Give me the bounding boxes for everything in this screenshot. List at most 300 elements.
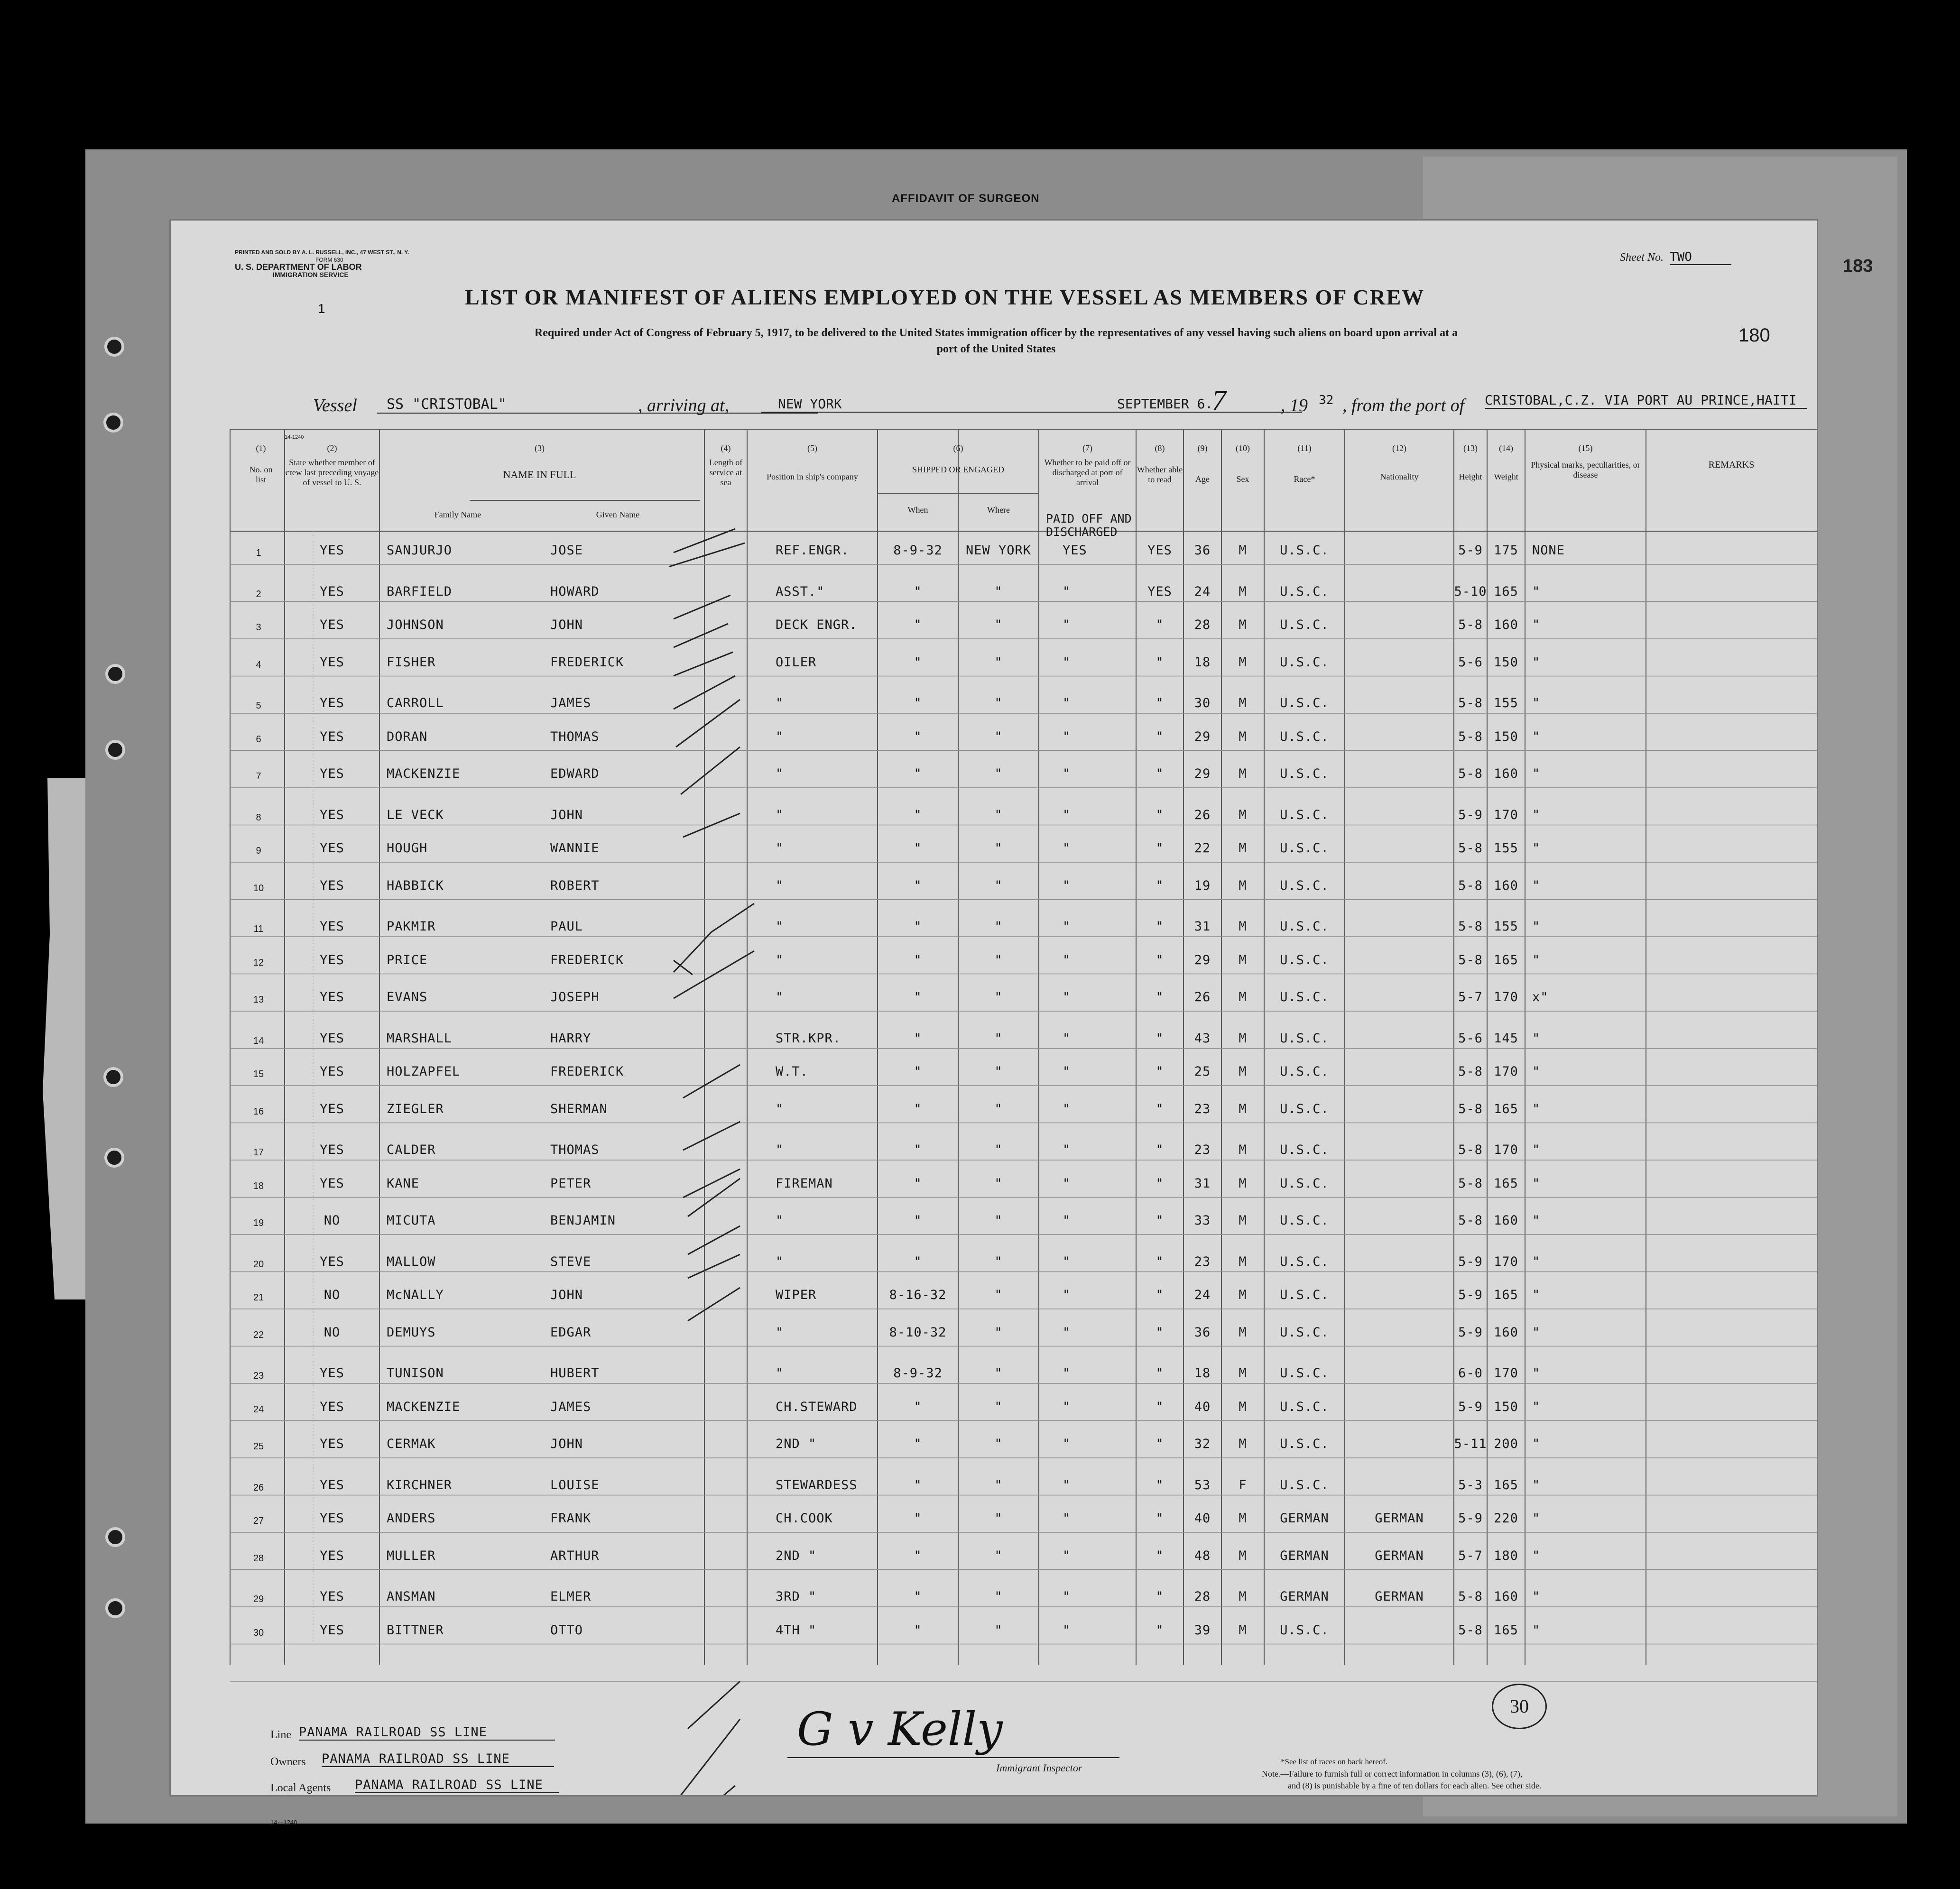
cell-read: YES [1147,543,1172,558]
cell-age: 32 [1194,1437,1211,1451]
cell-read: " [1156,1511,1164,1526]
cell-when: 8-9-32 [893,543,943,558]
cell-family: MULLER [387,1548,436,1563]
cell-position: " [776,766,784,781]
cell-position: 3RD " [776,1589,817,1604]
cell-race: U.S.C. [1280,696,1329,710]
cell-given: HUBERT [550,1366,600,1381]
cell-read: " [1156,952,1164,968]
cell-age: 36 [1194,543,1211,558]
cell-given: JAMES [550,696,592,710]
binder-hole [103,1067,123,1087]
cell-height: 5-9 [1458,1288,1483,1302]
cell-prev: YES [320,990,344,1004]
cell-paid: " [1063,1143,1071,1157]
cell-no: 25 [253,1441,264,1452]
cell-race: U.S.C. [1280,1477,1329,1493]
cell-race: U.S.C. [1280,878,1329,893]
cell-paid: " [1063,990,1071,1004]
cell-position: " [776,841,784,856]
cell-age: 18 [1194,654,1211,670]
cell-where: " [994,952,1003,968]
cell-given: BENJAMIN [550,1213,616,1228]
cell-where: " [994,696,1003,710]
cell-when: " [914,617,922,632]
cell-when: " [914,1064,922,1079]
cell-family: KIRCHNER [387,1477,453,1493]
cell-age: 26 [1194,807,1211,822]
cell-prev: YES [320,841,344,856]
cell-no: 19 [253,1218,264,1228]
col-family-header: Family Name [434,510,481,519]
cell-paid: " [1063,1511,1071,1526]
cell-family: BARFIELD [387,584,453,599]
cell-race: U.S.C. [1280,766,1329,781]
cell-height: 5-9 [1458,1399,1483,1414]
cell-paid: " [1063,1622,1071,1638]
cell-when: " [914,919,922,934]
affidavit-title: AFFIDAVIT OF SURGEON [892,192,1040,205]
cell-given: FRANK [550,1511,592,1526]
cell-position: " [776,919,784,934]
cell-when: " [914,1399,922,1414]
cell-position: FIREMAN [776,1176,833,1191]
cell-given: ARTHUR [550,1548,600,1563]
cell-weight: 160 [1494,1589,1518,1604]
cell-sex: M [1239,696,1247,710]
cell-where: " [994,1101,1003,1116]
cell-height: 5-8 [1458,1064,1483,1079]
binder-hole [105,1598,125,1618]
binder-hole [104,337,124,357]
cell-age: 23 [1194,1254,1211,1269]
cell-position: " [776,1213,784,1228]
cell-weight: 160 [1494,1213,1518,1228]
col-weight-number: (14) [1499,443,1513,453]
cell-position: CH.COOK [776,1511,833,1526]
col-no-header: No. on list [249,465,273,484]
cell-where: " [994,1366,1003,1381]
cell-no: 20 [253,1259,264,1270]
cell-marks: " [1532,1213,1541,1228]
col-paid-header: Whether to be paid off or discharged at port of arrival [1044,458,1131,487]
cell-sex: M [1239,1254,1247,1269]
cell-read: " [1156,1622,1164,1638]
cell-race: U.S.C. [1280,1031,1329,1046]
cell-where: " [994,1213,1003,1228]
port-label: , from the port of [1342,396,1465,415]
cell-race: U.S.C. [1280,617,1329,632]
cell-height: 6-0 [1458,1366,1483,1381]
cell-weight: 150 [1494,729,1518,744]
cell-sex: M [1239,1288,1247,1302]
cell-when: " [914,1254,922,1269]
cell-age: 40 [1194,1399,1211,1414]
cell-given: ELMER [550,1589,592,1604]
cell-race: U.S.C. [1280,952,1329,968]
cell-family: MARSHALL [387,1031,453,1046]
cell-nationality: GERMAN [1375,1589,1424,1604]
page-title: LIST OR MANIFEST OF ALIENS EMPLOYED ON THE VESSEL AS MEMBERS OF CREW [465,285,1425,309]
cell-given: THOMAS [550,1143,600,1157]
cell-when: " [914,1511,922,1526]
cell-position: DECK ENGR. [776,617,858,632]
cell-read: " [1156,654,1164,670]
cell-family: LE VECK [387,807,444,822]
cell-prev: YES [320,1477,344,1493]
cell-given: FREDERICK [550,654,624,670]
cell-where: " [994,1399,1003,1414]
cell-read: YES [1147,584,1172,599]
cell-no: 30 [253,1627,264,1638]
cell-height: 5-8 [1458,1176,1483,1191]
cell-race: U.S.C. [1280,990,1329,1004]
cell-where: " [994,654,1003,670]
cell-paid: " [1063,919,1071,934]
cell-paid: " [1063,1176,1071,1191]
cell-sex: M [1239,990,1247,1004]
cell-when: " [914,696,922,710]
cell-no: 17 [253,1147,264,1158]
cell-family: TUNISON [387,1366,444,1381]
cell-where: " [994,766,1003,781]
col-race-header: Race* [1294,474,1315,484]
cell-no: 15 [253,1069,264,1079]
cell-family: CARROLL [387,696,444,710]
cell-sex: M [1239,841,1247,856]
col-sex-number: (10) [1236,443,1250,453]
col-prev-number: (2) [327,443,337,453]
cell-prev: YES [320,1101,344,1116]
cell-paid: " [1063,878,1071,893]
cell-given: EDWARD [550,766,600,781]
departure-port: CRISTOBAL,C.Z. VIA PORT AU PRINCE,HAITI [1485,392,1807,409]
cell-age: 29 [1194,729,1211,744]
cell-when: " [914,1143,922,1157]
cell-family: KANE [387,1176,420,1191]
page-number: 180 [1738,325,1770,346]
cell-race: U.S.C. [1280,1366,1329,1381]
cell-marks: " [1532,654,1541,670]
cell-height: 5-8 [1458,878,1483,893]
col-nationality-number: (12) [1392,443,1406,453]
cell-position: OILER [776,654,817,670]
cell-no: 2 [256,589,261,599]
cell-sex: M [1239,543,1247,558]
cell-height: 5-8 [1458,1589,1483,1604]
race-note: *See list of races on back hereof. [1281,1757,1388,1766]
cell-marks: NONE [1532,543,1565,558]
cell-read: " [1156,919,1164,934]
cell-height: 5-8 [1458,1143,1483,1157]
cell-paid: " [1063,1101,1071,1116]
cell-prev: YES [320,729,344,744]
cell-when: " [914,841,922,856]
cell-weight: 160 [1494,878,1518,893]
form-number: FORM 630 [315,257,343,263]
cell-no: 24 [253,1404,264,1415]
cell-marks: " [1532,841,1541,856]
cell-paid: " [1063,766,1071,781]
cell-sex: M [1239,1213,1247,1228]
cell-marks: " [1532,617,1541,632]
cell-no: 28 [253,1553,264,1564]
binder-hole [105,664,125,684]
cell-marks: " [1532,807,1541,822]
cell-weight: 170 [1494,1143,1518,1157]
cell-marks: " [1532,584,1541,599]
cell-sex: M [1239,1031,1247,1046]
cell-when: " [914,1622,922,1638]
cell-marks: " [1532,696,1541,710]
cell-given: THOMAS [550,729,600,744]
col-age-number: (9) [1197,443,1208,453]
col-age-header: Age [1195,474,1210,484]
cell-prev: YES [320,1254,344,1269]
col-when-header: When [907,505,928,515]
cell-race: U.S.C. [1280,1288,1329,1302]
cell-no: 29 [253,1594,264,1604]
agents-label: Local Agents [270,1782,331,1794]
cell-prev: NO [324,1213,341,1228]
cell-height: 5-7 [1458,1548,1483,1563]
cell-race: U.S.C. [1280,1325,1329,1340]
cell-where: " [994,1548,1003,1563]
cell-read: " [1156,1437,1164,1451]
cell-paid: " [1063,584,1071,599]
back-page-number: 183 [1843,256,1873,276]
cell-position: " [776,1325,784,1340]
cell-position: CH.STEWARD [776,1399,858,1414]
cell-no: 8 [256,812,261,823]
cell-age: 29 [1194,766,1211,781]
cell-read: " [1156,1031,1164,1046]
torn-paper-flap [38,778,85,1299]
cell-family: DEMUYS [387,1325,436,1340]
cell-read: " [1156,1288,1164,1302]
cell-sex: M [1239,617,1247,632]
col-nationality-header: Nationality [1380,472,1419,481]
cell-weight: 150 [1494,1399,1518,1414]
cell-age: 31 [1194,1176,1211,1191]
cell-when: 8-9-32 [893,1366,943,1381]
cell-family: MICUTA [387,1213,436,1228]
cell-prev: YES [320,766,344,781]
cell-where: " [994,1511,1003,1526]
cell-age: 36 [1194,1325,1211,1340]
cell-height: 5-8 [1458,1101,1483,1116]
cell-position: WIPER [776,1288,817,1302]
cell-weight: 155 [1494,696,1518,710]
cell-marks: " [1532,1548,1541,1563]
cell-given: WANNIE [550,841,600,856]
arrival-date: SEPTEMBER 6. [1103,396,1302,413]
cell-marks: " [1532,729,1541,744]
cell-marks: " [1532,919,1541,934]
cell-position: " [776,878,784,893]
arriving-label: , arriving at, [638,396,730,415]
cell-paid: " [1063,1437,1071,1451]
cell-sex: M [1239,919,1247,934]
cell-sex: M [1239,584,1247,599]
col-shipped-number: (6) [953,443,963,453]
cell-race: GERMAN [1280,1589,1329,1604]
manifest-sheet [171,221,1817,1826]
cell-height: 5-10 [1454,584,1487,599]
col-name-number: (3) [535,443,545,453]
cell-marks: " [1532,952,1541,968]
cell-family: CALDER [387,1143,436,1157]
agents-value: PANAMA RAILROAD SS LINE [355,1778,559,1793]
cell-age: 25 [1194,1064,1211,1079]
footer-form-code: 14—1240 [270,1819,297,1826]
cell-height: 5-9 [1458,807,1483,822]
vessel-name: SS "CRISTOBAL" [377,396,818,414]
cell-family: CERMAK [387,1437,436,1451]
cell-position: 4TH " [776,1622,817,1638]
col-name-header: NAME IN FULL [503,469,576,480]
cell-weight: 170 [1494,1366,1518,1381]
cell-no: 23 [253,1371,264,1381]
cell-age: 28 [1194,1589,1211,1604]
cell-weight: 160 [1494,1325,1518,1340]
date-correction-handwritten: 7 [1212,385,1226,416]
cell-family: McNALLY [387,1288,444,1302]
cell-given: JOHN [550,1437,583,1451]
cell-read: " [1156,878,1164,893]
cell-position: " [776,1143,784,1157]
penalty-note: Note.—Failure to furnish full or correct information in columns (3), (6), (7), [1262,1769,1523,1778]
cell-age: 23 [1194,1101,1211,1116]
cell-age: 26 [1194,990,1211,1004]
cell-prev: YES [320,1622,344,1638]
cell-sex: M [1239,1143,1247,1157]
cell-position: " [776,1366,784,1381]
cell-given: JAMES [550,1399,592,1414]
cell-height: 5-3 [1458,1477,1483,1493]
cell-height: 5-11 [1454,1437,1487,1451]
sheet-number-label: Sheet No. [1620,251,1664,264]
cell-weight: 170 [1494,990,1518,1004]
cell-when: " [914,1101,922,1116]
cell-no: 27 [253,1516,264,1526]
cell-race: U.S.C. [1280,1143,1329,1157]
cell-race: GERMAN [1280,1511,1329,1526]
cell-no: 4 [256,659,261,670]
cell-weight: 155 [1494,841,1518,856]
line-value: PANAMA RAILROAD SS LINE [299,1725,555,1741]
cell-height: 5-9 [1458,1254,1483,1269]
cell-given: JOHN [550,617,583,632]
cell-position: " [776,990,784,1004]
cell-age: 48 [1194,1548,1211,1563]
cell-weight: 180 [1494,1548,1518,1563]
cell-sex: M [1239,1064,1247,1079]
cell-family: HABBICK [387,878,444,893]
cell-prev: YES [320,1399,344,1414]
cell-prev: YES [320,1437,344,1451]
cell-marks: " [1532,1031,1541,1046]
cell-race: U.S.C. [1280,729,1329,744]
cell-position: STEWARDESS [776,1477,858,1493]
cell-height: 5-6 [1458,654,1483,670]
col-service-number: (4) [721,443,731,453]
printer-line: PRINTED AND SOLD BY A. L. RUSSELL, INC., 47 WEST ST., N. Y. [235,249,409,256]
cell-where: " [994,1477,1003,1493]
cell-height: 5-8 [1458,1213,1483,1228]
cell-given: JOHN [550,807,583,822]
penalty-note: and (8) is punishable by a fine of ten dollars for each alien. See other side. [1288,1781,1542,1790]
cell-when: 8-16-32 [889,1288,947,1302]
cell-sex: M [1239,1399,1247,1414]
cell-position: W.T. [776,1064,809,1079]
cell-marks: " [1532,1511,1541,1526]
cell-prev: YES [320,1064,344,1079]
cell-height: 5-9 [1458,1511,1483,1526]
cell-weight: 170 [1494,807,1518,822]
cell-sex: M [1239,654,1247,670]
cell-height: 5-8 [1458,919,1483,934]
cell-prev: YES [320,584,344,599]
cell-no: 7 [256,771,261,782]
cell-paid: " [1063,1288,1071,1302]
cell-when: " [914,654,922,670]
owners-value: PANAMA RAILROAD SS LINE [322,1751,554,1767]
cell-family: ANSMAN [387,1589,436,1604]
cell-where: " [994,584,1003,599]
form-code: 14-1240 [285,434,304,440]
cell-family: BITTNER [387,1622,444,1638]
cell-when: " [914,1477,922,1493]
cell-read: " [1156,1101,1164,1116]
cell-sex: M [1239,729,1247,744]
binder-hole [105,1527,125,1547]
cell-read: " [1156,841,1164,856]
cell-read: " [1156,1477,1164,1493]
cell-read: " [1156,1399,1164,1414]
cell-weight: 170 [1494,1064,1518,1079]
cell-prev: YES [320,807,344,822]
cell-read: " [1156,807,1164,822]
cell-sex: M [1239,1437,1247,1451]
cell-where: " [994,729,1003,744]
col-read-number: (8) [1155,443,1165,453]
cell-marks: " [1532,1477,1541,1493]
cell-marks: " [1532,1437,1541,1451]
cell-marks: " [1532,1101,1541,1116]
cell-marks: x" [1532,990,1549,1004]
cell-sex: M [1239,1325,1247,1340]
line-label: Line [270,1729,291,1741]
cell-no: 1 [256,548,261,558]
cell-height: 5-8 [1458,841,1483,856]
cell-prev: YES [320,1589,344,1604]
cell-race: U.S.C. [1280,919,1329,934]
cell-prev: YES [320,696,344,710]
cell-prev: YES [320,1366,344,1381]
cell-height: 5-8 [1458,952,1483,968]
cell-paid: " [1063,1477,1071,1493]
cell-no: 16 [253,1106,264,1117]
cell-where: " [994,807,1003,822]
cell-read: " [1156,729,1164,744]
cell-family: SANJURJO [387,543,453,558]
col-height-number: (13) [1463,443,1478,453]
cell-read: " [1156,1064,1164,1079]
cell-age: 19 [1194,878,1211,893]
cell-age: 24 [1194,584,1211,599]
cell-weight: 170 [1494,1254,1518,1269]
